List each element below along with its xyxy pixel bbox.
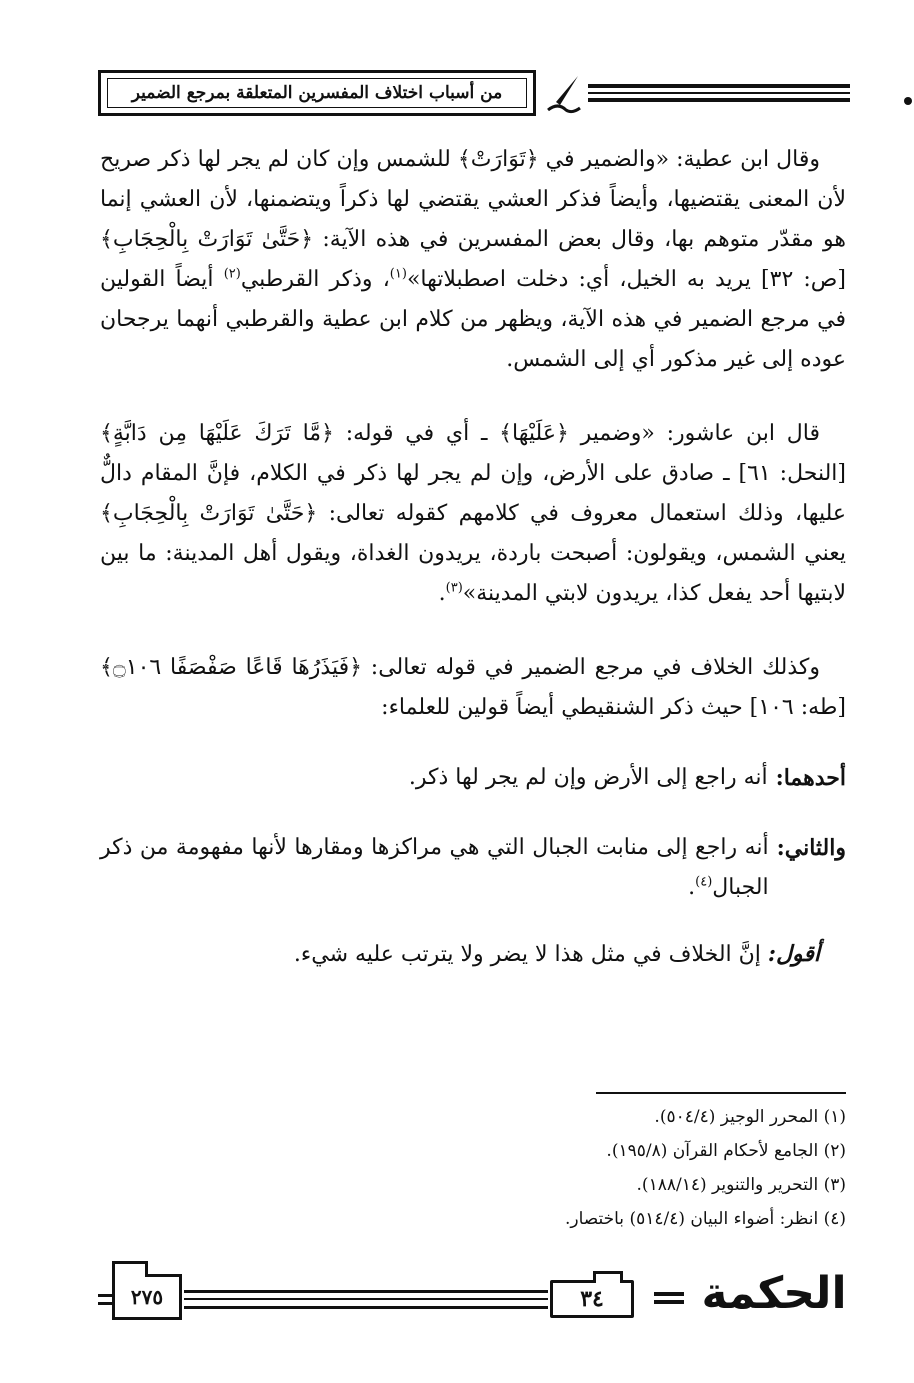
page-footer [98, 1262, 848, 1342]
footer-rule [98, 1294, 112, 1297]
header-title: من أسباب اختلاف المفسرين المتعلقة بمرجع الضمير [131, 83, 503, 103]
folder-tab-icon [654, 1292, 684, 1304]
header-title-box [98, 70, 536, 116]
paragraph-ibn-ashur [100, 414, 846, 614]
magazine-logo: الحكمة [701, 1268, 847, 1319]
header-rules [588, 84, 850, 104]
paragraph-taha [100, 648, 846, 728]
paragraph-ibn-atiyya [100, 140, 846, 380]
opinion-text-wrap [100, 828, 769, 908]
footnote-ref: (٣) [445, 580, 463, 596]
edge-mark [904, 97, 912, 105]
footnote-4: (٤) انظر: أضواء البيان (٥١٤/٤) باختصار. [564, 1209, 846, 1229]
footer-rule [184, 1298, 548, 1300]
pen-icon [544, 72, 584, 116]
footnotes [400, 1100, 846, 1236]
page-number: ٢٧٥ [112, 1274, 182, 1320]
footer-rule [98, 1302, 112, 1305]
issue-number: ٣٤ [550, 1280, 634, 1318]
footer-rule [184, 1306, 548, 1309]
opinion-label: والثاني: [776, 835, 846, 861]
paragraph-text: . [438, 581, 446, 606]
footnote-2: (٢) الجامع لأحكام القرآن (١٩٥/٨). [606, 1141, 846, 1161]
opinion-text: أنه راجع إلى منابت الجبال التي هي مراكزها ومقارها لأنها مفهومة من ذكر الجبال [100, 835, 769, 900]
footnote-ref: (١) [389, 266, 407, 282]
conclusion-text: إنَّ الخلاف في مثل هذا لا يضر ولا يترتب عليه شيء. [293, 942, 768, 967]
footnote-1: (١) المحرر الوجيز (٥٠٤/٤). [654, 1107, 846, 1127]
main-text [100, 140, 846, 975]
footer-rule [184, 1290, 548, 1293]
footnote-3: (٣) التحرير والتنوير (١٨٨/١٤). [636, 1175, 846, 1195]
opinion-tail: . [688, 875, 696, 900]
paragraph-text: وكذلك الخلاف في مرجع الضمير في قوله تعالى: ﴿فَيَذَرُهَا قَاعًا صَفْصَفًا ۝١٠٦﴾ [طه: ١٠٦] حيث ذكر الشنقيطي أيضاً قولين للعلماء: [100, 655, 846, 720]
paragraph-text: ، وذكر القرطبي [240, 267, 390, 292]
conclusion-label: أقول: [767, 941, 820, 967]
opinion-second [100, 828, 846, 908]
paragraph-text: أيضاً القولين في مرجع الضمير في هذه الآية، ويظهر من كلام ابن عطية والقرطبي أنهما يرجحان عوده إلى غير مذكور أي إلى الشمس. [100, 267, 846, 372]
footnote-separator [596, 1092, 846, 1094]
conclusion [100, 934, 846, 975]
paragraph-text: قال ابن عاشور: «وضمير ﴿عَلَيْهَا﴾ ـ أي في قوله: ﴿مَّا تَرَكَ عَلَيْهَا مِن دَابَّةٍ﴾ [النحل: ٦١] ـ صادق على الأرض، وإن لم يجر لها ذكر في الكلام، فإنَّ المقام دالٌّ عليها، وذلك استعمال معروف في كلامهم كقوله تعالى: ﴿حَتَّىٰ تَوَارَتْ بِالْحِجَابِ﴾ يعني الشمس، ويقولون: أصبحت باردة، يريدون الغداة، ويقول أهل المدينة: ما بين لابتيها أحد يفعل كذا، يريدون لابتي المدينة» [100, 421, 846, 606]
running-header [98, 70, 850, 120]
opinion-text: أنه راجع إلى الأرض وإن لم يجر لها ذكر. [408, 765, 768, 790]
opinion-first [100, 758, 846, 798]
footnote-ref: (٤) [695, 874, 713, 890]
paragraph-text: وقال ابن عطية: «والضمير في ﴿تَوَارَتْ﴾ للشمس وإن كان لم يجر لها ذكر صريح لأن المعنى يقتضيها، وأيضاً فذكر العشي يقتضي لها ذكراً ويتضمنها، لأن العشي إنما هو مقدّر متوهم بها، وقال بعض المفسرين في هذه الآية: ﴿حَتَّىٰ تَوَارَتْ بِالْحِجَابِ﴾ [ص: ٣٢] يريد به الخيل، أي: دخلت اصطبلاتها» [100, 147, 846, 292]
opinion-label: أحدهما: [775, 765, 846, 791]
footnote-ref: (٢) [223, 266, 241, 282]
